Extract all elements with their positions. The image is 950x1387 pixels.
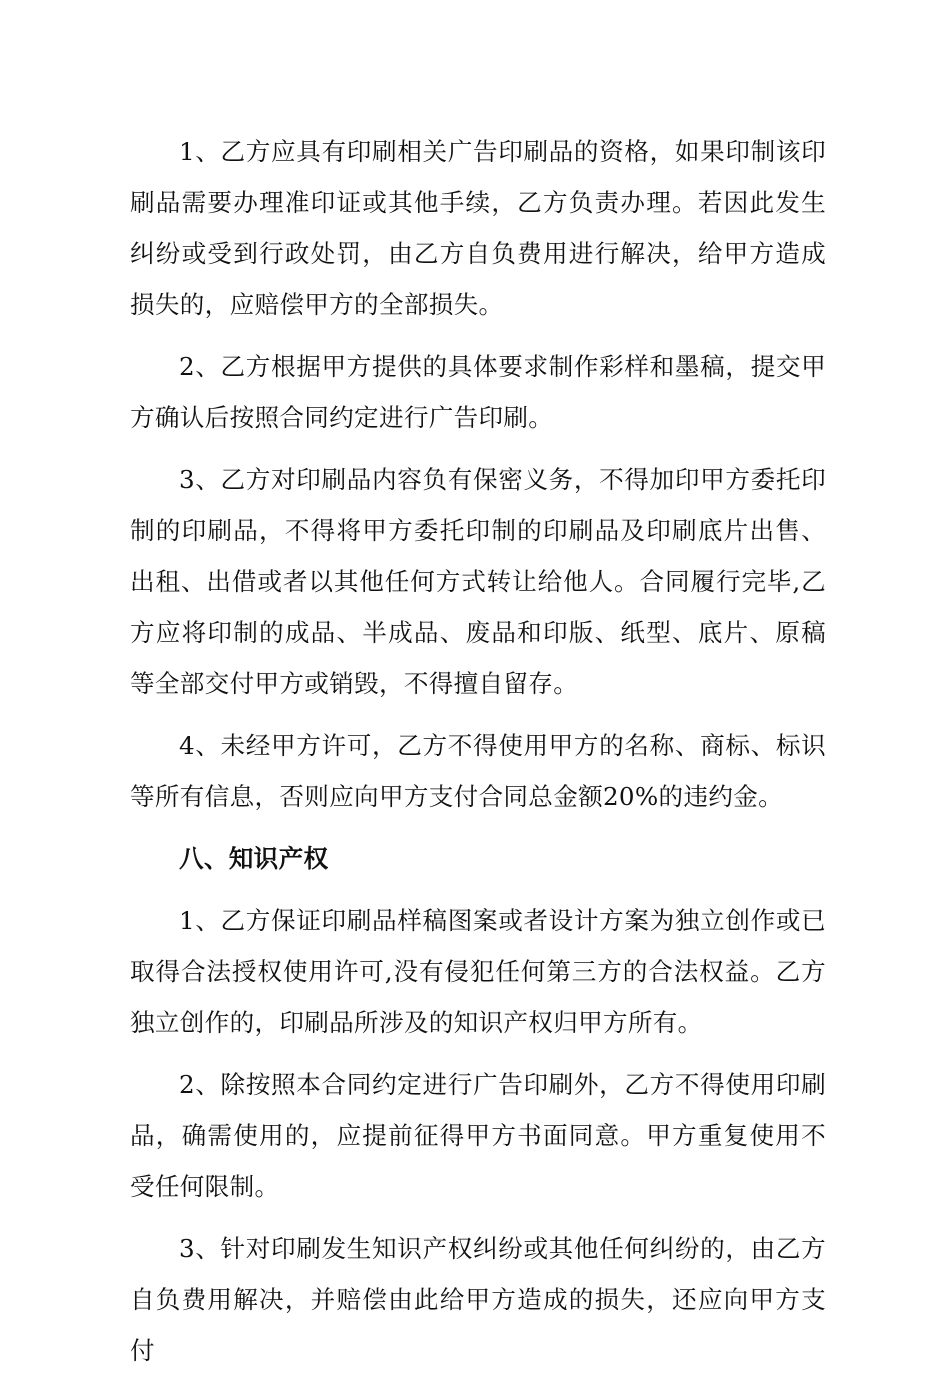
section-heading-ip: 八、知识产权 (179, 844, 329, 873)
clause-paragraph-2: 2、乙方根据甲方提供的具体要求制作彩样和墨稿，提交甲方确认后按照合同约定进行广告印刷。 (130, 352, 826, 432)
ip-paragraph-1: 1、乙方保证印刷品样稿图案或者设计方案为独立创作或已取得合法授权使用许可,没有侵犯任何第三方的合法权益。乙方独立创作的，印刷品所涉及的知识产权归甲方所有。 (130, 906, 826, 1037)
clause-paragraph-3: 3、乙方对印刷品内容负有保密义务，不得加印甲方委托印制的印刷品，不得将甲方委托印制的印刷品及印刷底片出售、出租、出借或者以其他任何方式转让给他人。合同履行完毕,乙方应将印制的成品、半成品、废品和印版、纸型、底片、原稿等全部交付甲方或销毁，不得擅自留存。 (130, 465, 826, 698)
ip-paragraph-3: 3、针对印刷发生知识产权纠纷或其他任何纠纷的，由乙方自负费用解决，并赔偿由此给甲方造成的损失，还应向甲方支付 (130, 1234, 826, 1365)
clause-paragraph-1: 1、乙方应具有印刷相关广告印刷品的资格，如果印制该印刷品需要办理准印证或其他手续，乙方负责办理。若因此发生纠纷或受到行政处罚，由乙方自负费用进行解决，给甲方造成损失的，应赔偿甲方的全部损失。 (130, 137, 826, 319)
ip-paragraph-2: 2、除按照本合同约定进行广告印刷外，乙方不得使用印刷品，确需使用的，应提前征得甲方书面同意。甲方重复使用不受任何限制。 (130, 1070, 826, 1201)
document-body (130, 126, 826, 1387)
clause-paragraph-4: 4、未经甲方许可，乙方不得使用甲方的名称、商标、标识等所有信息，否则应向甲方支付合同总金额20%的违约金。 (130, 731, 826, 811)
